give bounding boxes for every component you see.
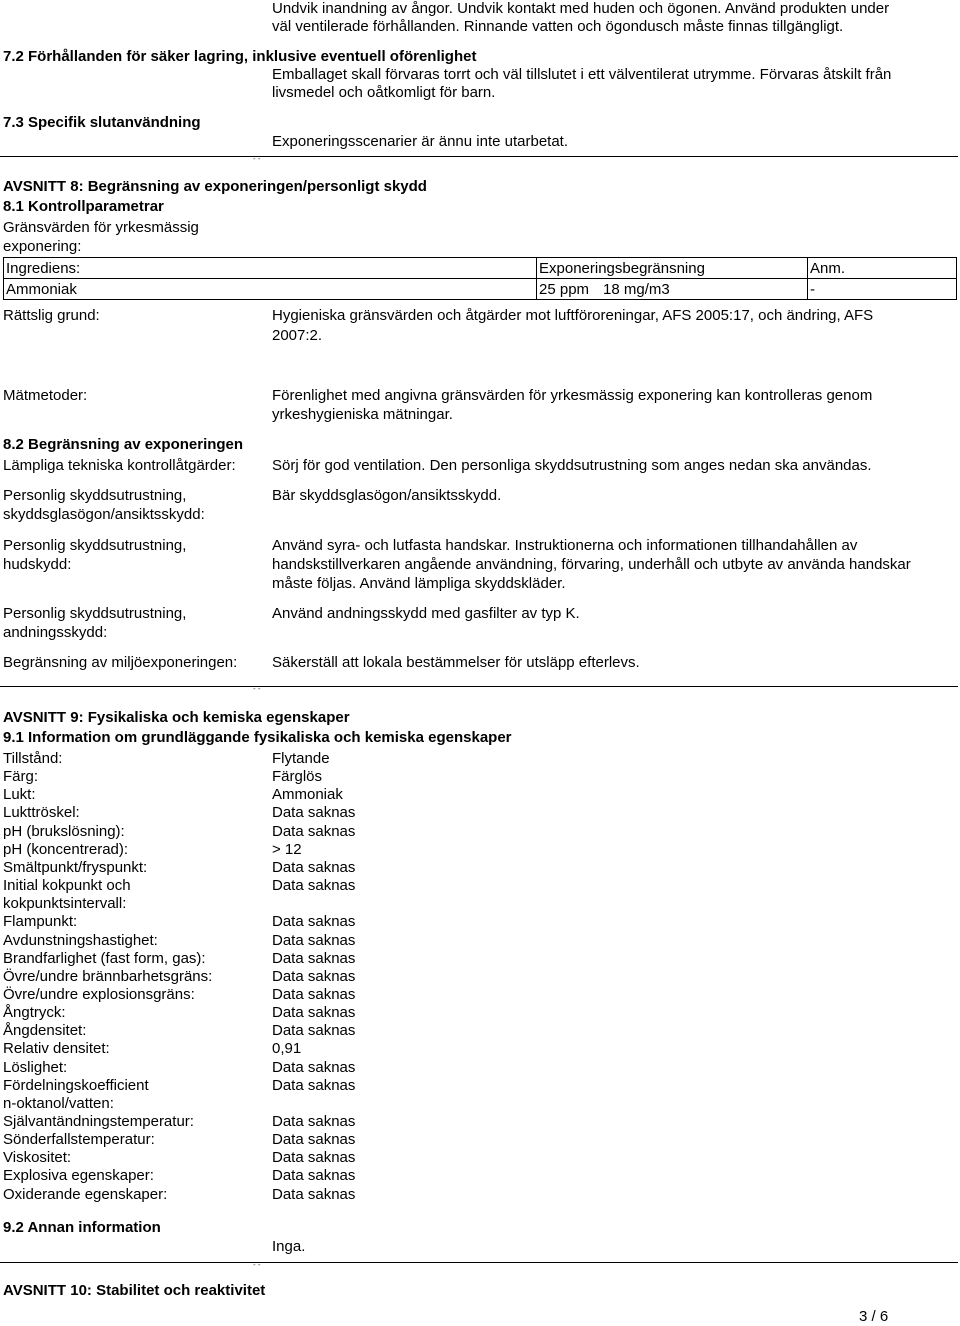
section-7-2-heading: 7.2 Förhållanden för säker lagring, inklusive eventuell oförenlighet [3, 48, 477, 65]
skin-protection-label-line1: Personlig skyddsutrustning, [3, 537, 187, 554]
respiratory-protection-label-line2: andningsskydd: [3, 624, 108, 641]
page-number: 3 / 6 [859, 1308, 889, 1325]
respiratory-protection-value: Använd andningsskydd med gasfilter av typ K. [272, 605, 580, 622]
technical-controls-label: Lämpliga tekniska kontrollåtgärder: [3, 457, 236, 474]
section-divider: - - [0, 156, 958, 157]
property-value: Data saknas [272, 877, 356, 894]
property-value: Data saknas [272, 804, 356, 821]
table-header-note: Anm. [808, 258, 957, 279]
environmental-exposure-value: Säkerställ att lokala bestämmelser för utsläpp efterlevs. [272, 654, 640, 671]
legal-basis-line1: Hygieniska gränsvärden och åtgärder mot luftföroreningar, AFS 2005:17, och ändring, AFS [272, 307, 874, 324]
table-row [4, 279, 957, 300]
section-8-2-heading: 8.2 Begränsning av exponeringen [3, 436, 244, 453]
property-label: Lukt: [3, 786, 36, 803]
table-header-row [4, 258, 957, 279]
property-value: Data saknas [272, 823, 356, 840]
property-value: Data saknas [272, 1131, 356, 1148]
property-value: Flytande [272, 750, 330, 767]
property-label: Övre/undre explosionsgräns: [3, 986, 195, 1003]
property-label: Löslighet: [3, 1059, 68, 1076]
storage-text-line1: Emballaget skall förvaras torrt och väl tillslutet i ett välventilerat utrymme. Förvaras åtskilt från [272, 66, 892, 83]
property-label: Explosiva egenskaper: [3, 1167, 154, 1184]
technical-controls-value: Sörj för god ventilation. Den personliga skyddsutrustning som anges nedan ska användas. [272, 457, 872, 474]
skin-protection-line2: handskstillverkaren angående användning, förvaring, underhåll och utbyte av använda handskar [272, 556, 911, 573]
eye-protection-label-line2: skyddsglasögon/ansiktsskydd: [3, 506, 205, 523]
section-divider: - - [0, 1262, 958, 1263]
property-value: Data saknas [272, 1059, 356, 1076]
section-9-1-heading: 9.1 Information om grundläggande fysikaliska och kemiska egenskaper [3, 729, 512, 746]
property-label: Smältpunkt/fryspunkt: [3, 859, 148, 876]
property-label: Lukttröskel: [3, 804, 80, 821]
property-label: pH (koncentrerad): [3, 841, 129, 858]
section-9-2-heading: 9.2 Annan information [3, 1219, 161, 1236]
property-label: Tillstånd: [3, 750, 63, 767]
property-value: Data saknas [272, 1113, 356, 1130]
respiratory-protection-label-line1: Personlig skyddsutrustning, [3, 605, 187, 622]
handling-text-line1: Undvik inandning av ångor. Undvik kontakt med huden och ögonen. Använd produkten under [272, 0, 890, 17]
table-cell-ingredient: Ammoniak [4, 279, 537, 300]
environmental-exposure-label: Begränsning av miljöexponeringen: [3, 654, 238, 671]
property-label: Fördelningskoefficient [3, 1077, 149, 1094]
property-value: Data saknas [272, 913, 356, 930]
limit-values-label-line1: Gränsvärden för yrkesmässig [3, 219, 199, 236]
section-10-heading: AVSNITT 10: Stabilitet och reaktivitet [3, 1282, 266, 1299]
property-value: Data saknas [272, 1004, 356, 1021]
property-value: Data saknas [272, 968, 356, 985]
table-cell-limit [537, 279, 808, 300]
property-label: pH (bruksl​ösning): [3, 823, 125, 840]
table-header-ingredient: Ingrediens: [4, 258, 537, 279]
handling-text-line2: väl ventilerade förhållanden. Rinnande vatten och ögondusch måste finnas tillgängligt. [272, 18, 844, 35]
table-header-limit: Exponeringsbegränsning [537, 258, 808, 279]
skin-protection-line1: Använd syra- och lutfasta handskar. Instruktionerna och informationen tillhandahållen av [272, 537, 858, 554]
property-label: kokpunktsintervall: [3, 895, 127, 912]
section-divider: - - [0, 686, 958, 687]
property-value: Data saknas [272, 950, 356, 967]
property-value: Data saknas [272, 1167, 356, 1184]
end-use-text: Exponeringsscenarier är ännu inte utarbetat. [272, 133, 569, 150]
property-label: Färg: [3, 768, 39, 785]
measurement-methods-line2: yrkeshygieniska mätningar. [272, 406, 453, 423]
section-7-3-heading: 7.3 Specifik slutanvändning [3, 114, 201, 131]
property-value: Data saknas [272, 1149, 356, 1166]
legal-basis-line2: 2007:2. [272, 327, 323, 344]
property-label: Brandfarlighet (fast form, gas): [3, 950, 206, 967]
skin-protection-label-line2: hudskydd: [3, 556, 72, 573]
section-9-heading: AVSNITT 9: Fysikaliska och kemiska egenskaper [3, 709, 350, 726]
eye-protection-value: Bär skyddsglasögon/ansiktsskydd. [272, 487, 502, 504]
property-label: Sönderfallstemperatur: [3, 1131, 155, 1148]
legal-basis-label: Rättslig grund: [3, 307, 100, 324]
property-value: Data saknas [272, 1077, 356, 1094]
property-value: Data saknas [272, 1186, 356, 1203]
property-value: > 12 [272, 841, 302, 858]
property-label: Övre/undre brännbarhetsgräns: [3, 968, 213, 985]
eye-protection-label-line1: Personlig skyddsutrustning, [3, 487, 187, 504]
property-value: Färglös [272, 768, 323, 785]
section-8-heading: AVSNITT 8: Begränsning av exponeringen/personligt skydd [3, 178, 427, 195]
measurement-methods-line1: Förenlighet med angivna gränsvärden för yrkesmässig exponering kan kontrolleras genom [272, 387, 873, 404]
property-label: Självantändningstemperatur: [3, 1113, 194, 1130]
property-value: Data saknas [272, 859, 356, 876]
section-8-1-heading: 8.1 Kontrollparametrar [3, 198, 164, 215]
limit-mg: 18 mg/m3 [603, 280, 670, 298]
property-label: n-oktanol/vatten: [3, 1095, 114, 1112]
measurement-methods-label: Mätmetoder: [3, 387, 88, 404]
property-value: 0,91 [272, 1040, 302, 1057]
property-value: Data saknas [272, 986, 356, 1003]
table-cell-note: - [808, 279, 957, 300]
property-value: Data saknas [272, 932, 356, 949]
skin-protection-line3: måste följas. Använd lämpliga skyddskläder. [272, 575, 566, 592]
property-label: Avdunstningshastighet: [3, 932, 158, 949]
property-label: Flampunkt: [3, 913, 78, 930]
limit-ppm: 25 ppm [539, 280, 590, 298]
exposure-limits-table [3, 257, 957, 300]
limit-values-label-line2: exponering: [3, 238, 82, 255]
property-label: Relativ densitet: [3, 1040, 110, 1057]
property-value: Data saknas [272, 1022, 356, 1039]
other-information-value: Inga. [272, 1238, 306, 1255]
property-value: Ammoniak [272, 786, 343, 803]
storage-text-line2: livsmedel och oåtkomligt för barn. [272, 84, 496, 101]
property-label: Ångdensitet: [3, 1022, 87, 1039]
property-label: Initial kokpunkt och [3, 877, 131, 894]
property-label: Oxiderande egenskaper: [3, 1186, 168, 1203]
property-label: Viskositet: [3, 1149, 72, 1166]
property-label: Ångtryck: [3, 1004, 66, 1021]
